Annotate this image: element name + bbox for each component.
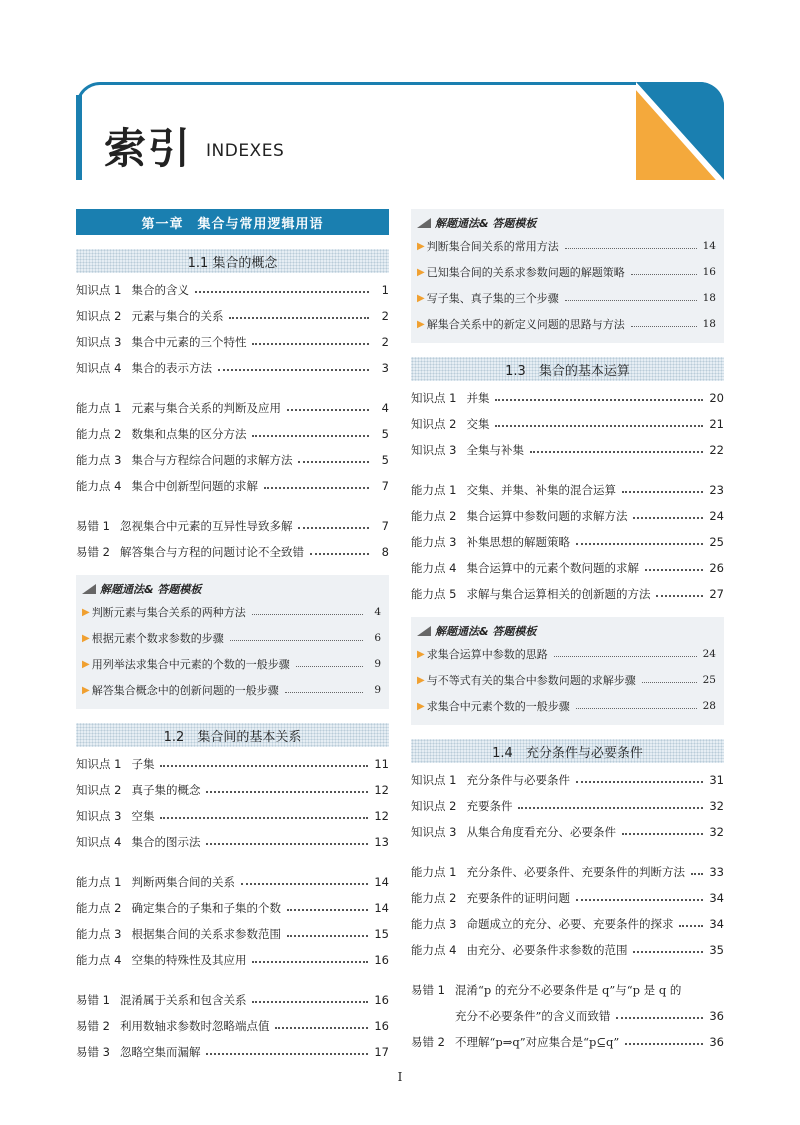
template-entry[interactable]: ▶ 求集合中元素个数的一般步骤 28 <box>417 700 716 713</box>
index-entry[interactable]: 易错 1 混淆“p 的充分不必要条件是 q”与“p 是 q 的 充分不必要条件”的含义而致错 36 <box>411 983 724 1023</box>
index-entry[interactable]: 易错 2 解答集合与方程的问题讨论不全致错 8 <box>76 545 389 559</box>
index-entry[interactable]: 能力点 3 命题成立的充分、必要、充要条件的探求 34 <box>411 917 724 931</box>
index-entry[interactable]: 能力点 3 根据集合间的关系求参数范围 15 <box>76 927 389 941</box>
index-entry[interactable]: 能力点 3 补集思想的解题策略 25 <box>411 535 724 549</box>
section-heading: 1.3 集合的基本运算 <box>411 357 724 381</box>
page-title: 索引 <box>104 124 193 173</box>
index-entry[interactable]: 能力点 4 由充分、必要条件求参数的范围 35 <box>411 943 724 957</box>
triangle-bullet-icon: ▶ <box>82 632 90 644</box>
header-band <box>76 95 82 180</box>
chapter-heading: 第一章 集合与常用逻辑用语 <box>76 209 389 235</box>
entry-list <box>411 385 724 607</box>
triangle-bullet-icon: ▶ <box>417 674 425 686</box>
index-entry[interactable]: 能力点 1 判断两集合间的关系 14 <box>76 875 389 889</box>
index-entry[interactable]: 易错 1 忽视集合中元素的互异性导致多解 7 <box>76 519 389 533</box>
template-heading: 解题通法& 答题模板 <box>417 213 716 233</box>
index-entry[interactable]: 能力点 3 集合与方程综合问题的求解方法 5 <box>76 453 389 467</box>
template-box <box>411 209 724 343</box>
triangle-bullet-icon: ▶ <box>417 700 425 712</box>
entry-list <box>411 767 724 1055</box>
index-entry[interactable]: 能力点 1 交集、并集、补集的混合运算 23 <box>411 483 724 497</box>
index-entry[interactable]: 能力点 4 空集的特殊性及其应用 16 <box>76 953 389 967</box>
section-heading: 1.2 集合间的基本关系 <box>76 723 389 747</box>
index-entry[interactable]: 知识点 2 交集 21 <box>411 417 724 431</box>
section-heading: 1.1 集合的概念 <box>76 249 389 273</box>
entry-list <box>76 751 389 1065</box>
index-entry[interactable]: 能力点 2 数集和点集的区分方法 5 <box>76 427 389 441</box>
index-entry[interactable]: 知识点 4 集合的表示方法 3 <box>76 361 389 375</box>
index-entry[interactable]: 知识点 3 空集 12 <box>76 809 389 823</box>
index-entry[interactable]: 易错 3 忽略空集而漏解 17 <box>76 1045 389 1059</box>
index-entry[interactable]: 易错 2 不理解“p⇒q”对应集合是“p⊆q” 36 <box>411 1035 724 1049</box>
triangle-bullet-icon: ▶ <box>82 684 90 696</box>
triangle-bullet-icon: ▶ <box>82 606 90 618</box>
template-box <box>76 575 389 709</box>
template-heading: 解题通法& 答题模板 <box>417 621 716 641</box>
index-entry[interactable]: 能力点 1 元素与集合关系的判断及应用 4 <box>76 401 389 415</box>
template-entry[interactable]: ▶ 解答集合概念中的创新问题的一般步骤 9 <box>82 684 381 697</box>
template-entry[interactable]: ▶ 根据元素个数求参数的步骤 6 <box>82 632 381 645</box>
page-subtitle: INDEXES <box>206 141 285 161</box>
header-corner-decoration <box>636 82 724 180</box>
index-entry[interactable]: 能力点 2 集合运算中参数问题的求解方法 24 <box>411 509 724 523</box>
template-entry[interactable]: ▶ 已知集合间的关系求参数问题的解题策略 16 <box>417 266 716 279</box>
index-entry[interactable]: 知识点 2 充要条件 32 <box>411 799 724 813</box>
entry-list <box>76 277 389 565</box>
right-column <box>411 209 724 1055</box>
template-entry[interactable]: ▶ 用列举法求集合中元素的个数的一般步骤 9 <box>82 658 381 671</box>
template-heading: 解题通法& 答题模板 <box>82 579 381 599</box>
left-column <box>76 209 389 1065</box>
index-entry[interactable]: 知识点 3 从集合角度看充分、必要条件 32 <box>411 825 724 839</box>
template-entry[interactable]: ▶ 判断元素与集合关系的两种方法 4 <box>82 606 381 619</box>
index-entry[interactable]: 知识点 1 并集 20 <box>411 391 724 405</box>
index-entry[interactable]: 知识点 2 真子集的概念 12 <box>76 783 389 797</box>
section-heading: 1.4 充分条件与必要条件 <box>411 739 724 763</box>
triangle-bullet-icon: ▶ <box>82 658 90 670</box>
index-entry[interactable]: 能力点 4 集合中创新型问题的求解 7 <box>76 479 389 493</box>
page-number: I <box>397 1070 403 1084</box>
index-entry[interactable]: 能力点 4 集合运算中的元素个数问题的求解 26 <box>411 561 724 575</box>
triangle-bullet-icon: ▶ <box>417 318 425 330</box>
index-entry[interactable]: 知识点 1 集合的含义 1 <box>76 283 389 297</box>
index-entry[interactable]: 知识点 3 集合中元素的三个特性 2 <box>76 335 389 349</box>
index-entry[interactable]: 知识点 1 子集 11 <box>76 757 389 771</box>
template-entry[interactable]: ▶ 解集合关系中的新定义问题的思路与方法 18 <box>417 318 716 331</box>
template-box <box>411 617 724 725</box>
index-entry[interactable]: 能力点 5 求解与集合运算相关的创新题的方法 27 <box>411 587 724 601</box>
triangle-bullet-icon: ▶ <box>417 648 425 660</box>
index-entry[interactable]: 知识点 2 元素与集合的关系 2 <box>76 309 389 323</box>
triangle-bullet-icon: ▶ <box>417 240 425 252</box>
index-entry[interactable]: 易错 2 利用数轴求参数时忽略端点值 16 <box>76 1019 389 1033</box>
template-entry[interactable]: ▶ 与不等式有关的集合中参数问题的求解步骤 25 <box>417 674 716 687</box>
index-entry[interactable]: 能力点 2 确定集合的子集和子集的个数 14 <box>76 901 389 915</box>
index-entry[interactable]: 易错 1 混淆属于关系和包含关系 16 <box>76 993 389 1007</box>
triangle-bullet-icon: ▶ <box>417 266 425 278</box>
triangle-bullet-icon: ▶ <box>417 292 425 304</box>
index-entry[interactable]: 能力点 2 充要条件的证明问题 34 <box>411 891 724 905</box>
pencil-icon <box>417 218 431 228</box>
index-entry[interactable]: 知识点 1 充分条件与必要条件 31 <box>411 773 724 787</box>
pencil-icon <box>417 626 431 636</box>
template-entry[interactable]: ▶ 判断集合间关系的常用方法 14 <box>417 240 716 253</box>
index-entry[interactable]: 能力点 1 充分条件、必要条件、充要条件的判断方法 33 <box>411 865 724 879</box>
template-entry[interactable]: ▶ 求集合运算中参数的思路 24 <box>417 648 716 661</box>
template-entry[interactable]: ▶ 写子集、真子集的三个步骤 18 <box>417 292 716 305</box>
index-entry[interactable]: 知识点 3 全集与补集 22 <box>411 443 724 457</box>
index-entry[interactable]: 知识点 4 集合的图示法 13 <box>76 835 389 849</box>
pencil-icon <box>82 584 96 594</box>
